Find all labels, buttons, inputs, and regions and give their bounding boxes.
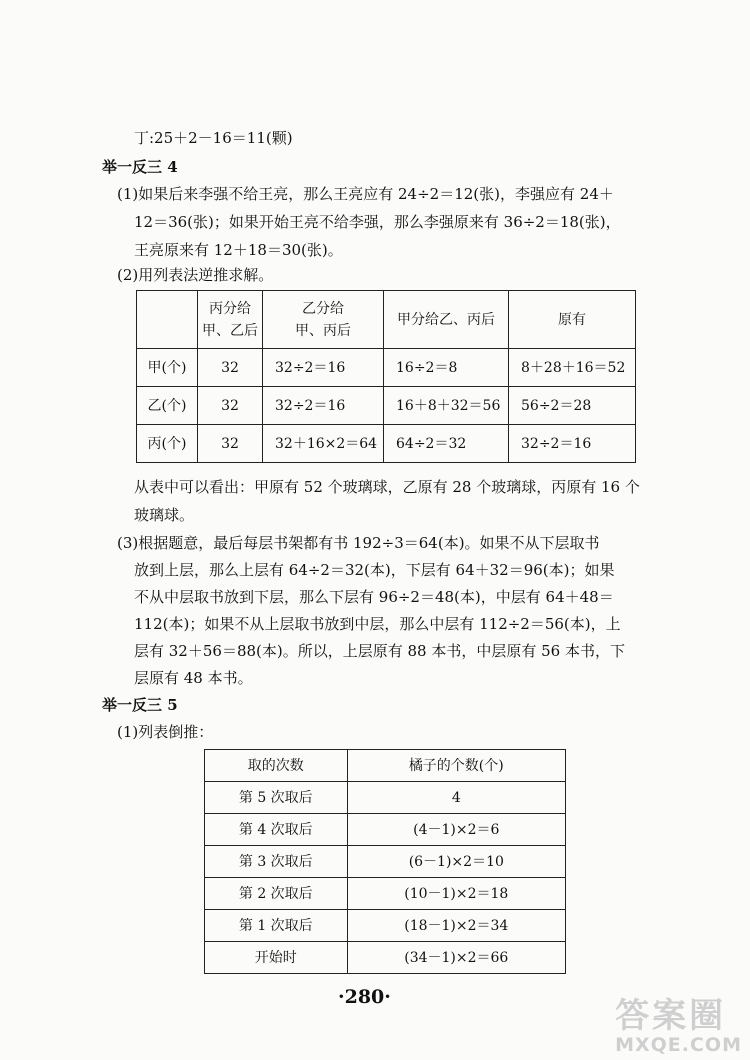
table-cell: 第 5 次取后	[205, 782, 348, 814]
table-cell: 16＋8＋32＝56	[384, 387, 509, 425]
text-line: 玻璃球。	[134, 506, 195, 524]
table-cell: 乙(个)	[137, 387, 198, 425]
table-header-cell: 甲分给乙、丙后	[384, 291, 509, 349]
table-row	[137, 387, 636, 425]
watermark-url: MXQE.COM	[615, 1034, 742, 1056]
table-cell: 甲(个)	[137, 349, 198, 387]
table-header-cell: 取的次数	[205, 750, 348, 782]
table-cell: 32÷2＝16	[263, 349, 384, 387]
reverse-table	[136, 290, 636, 463]
table-cell: 开始时	[205, 942, 348, 974]
text-line: 不从中层取书放到下层，那么下层有 96÷2＝48(本)，中层有 64＋48＝	[134, 588, 614, 606]
text-line: 丁:25＋2－16＝11(颗)	[134, 129, 293, 147]
text-line: (3)根据题意，最后每层书架都有书 192÷3＝64(本)。如果不从下层取书	[117, 534, 600, 552]
table-cell: 32÷2＝16	[263, 387, 384, 425]
table-header-row	[205, 750, 566, 782]
text-line: 放到上层，那么上层有 64÷2＝32(本)，下层有 64＋32＝96(本)；如果	[134, 561, 615, 579]
table-row	[205, 942, 566, 974]
table-cell: 16÷2＝8	[384, 349, 509, 387]
text-line: (1)列表倒推：	[117, 723, 214, 741]
page-number: ·280·	[338, 986, 391, 1008]
text-line: (1)如果后来李强不给王亮，那么王亮应有 24÷2＝12(张)，李强应有 24＋	[117, 185, 614, 203]
table-cell: 丙(个)	[137, 425, 198, 463]
table-cell: 32÷2＝16	[509, 425, 636, 463]
table-cell: 第 1 次取后	[205, 910, 348, 942]
table-cell: 56÷2＝28	[509, 387, 636, 425]
table-cell: (10－1)×2＝18	[347, 878, 565, 910]
watermark-logo	[615, 998, 742, 1056]
section-heading: 举一反三 4	[102, 158, 178, 176]
table-row	[137, 349, 636, 387]
watermark-text: 答案圈	[615, 996, 727, 1036]
table-header-cell: 橘子的个数(个)	[347, 750, 565, 782]
table-row	[205, 910, 566, 942]
table-cell: (18－1)×2＝34	[347, 910, 565, 942]
table-cell: 32	[198, 387, 263, 425]
table-cell: (34－1)×2＝66	[347, 942, 565, 974]
table-cell: 8＋28＋16＝52	[509, 349, 636, 387]
table-cell: 第 3 次取后	[205, 846, 348, 878]
table-header-row	[137, 291, 636, 349]
table-cell: 32	[198, 349, 263, 387]
text-line: (2)用列表法逆推求解。	[117, 266, 274, 284]
section-heading: 举一反三 5	[102, 696, 178, 714]
table-row	[205, 846, 566, 878]
table-header-cell	[137, 291, 198, 349]
table-header-cell: 丙分给 甲、乙后	[198, 291, 263, 349]
table-cell: (4－1)×2＝6	[347, 814, 565, 846]
text-line: 层原有 48 本书。	[134, 669, 253, 687]
table-row	[205, 782, 566, 814]
table-cell: 第 2 次取后	[205, 878, 348, 910]
table-cell: 4	[347, 782, 565, 814]
table-cell: 64÷2＝32	[384, 425, 509, 463]
text-line: 112(本)；如果不从上层取书放到中层，那么中层有 112÷2＝56(本)，上	[134, 615, 621, 633]
text-line: 层有 32＋56＝88(本)。所以，上层原有 88 本书，中层原有 56 本书，下	[134, 642, 625, 660]
table-cell: 32＋16×2＝64	[263, 425, 384, 463]
text-line: 从表中可以看出：甲原有 52 个玻璃球，乙原有 28 个玻璃球，丙原有 16 个	[134, 478, 640, 496]
table-cell: (6－1)×2＝10	[347, 846, 565, 878]
table-row	[205, 814, 566, 846]
table-header-cell: 原有	[509, 291, 636, 349]
table-cell: 32	[198, 425, 263, 463]
table-cell: 第 4 次取后	[205, 814, 348, 846]
text-line: 王亮原来有 12＋18＝30(张)。	[134, 241, 343, 259]
table-row	[137, 425, 636, 463]
text-line: 12＝36(张)；如果开始王亮不给李强，那么李强原来有 36÷2＝18(张)，	[134, 213, 621, 231]
table-header-cell: 乙分给 甲、丙后	[263, 291, 384, 349]
table-row	[205, 878, 566, 910]
orange-count-table	[204, 749, 566, 974]
